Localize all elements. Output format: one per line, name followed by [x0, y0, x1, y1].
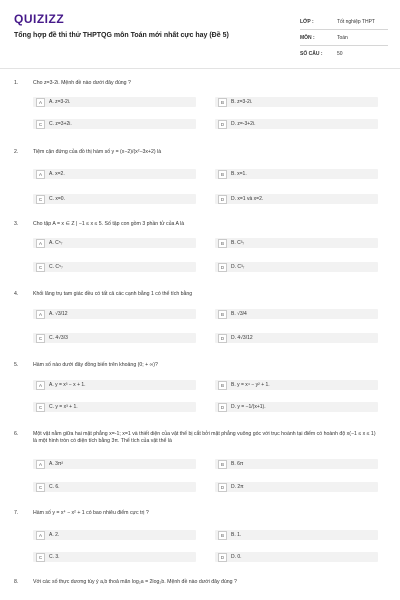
question-text: Khối lăng trụ tam giác đều có tất cả các cạnh bằng 1 có thể tích bằng — [33, 291, 193, 297]
option-c[interactable] — [33, 194, 196, 204]
option-c[interactable] — [33, 333, 196, 343]
option-text: A. z=3-2i. — [49, 99, 71, 105]
option-a[interactable] — [33, 238, 196, 248]
question-number: 8. — [14, 579, 19, 585]
option-d[interactable] — [215, 262, 378, 272]
option-text: C. 6. — [49, 484, 60, 490]
quizizz-logo: QUIZIZZ — [14, 12, 65, 26]
option-text: B. √3/4 — [231, 311, 247, 317]
page-title: Tổng hợp đề thi thử THPTQG môn Toán mới nhất cực hay (Đề 5) — [14, 32, 229, 39]
option-text: B. C³₇ — [231, 240, 245, 246]
question-text: Hàm số nào dưới đây đồng biến trên khoảng (0; + ∞)? — [33, 362, 158, 368]
question-text: Hàm số y = x⁴ − x² + 1 có bao nhiêu điểm cực trị ? — [33, 510, 149, 516]
option-letter: D — [218, 553, 227, 562]
option-text: D. x=1 và x=2. — [231, 196, 264, 202]
option-c[interactable] — [33, 552, 196, 562]
option-text: C. x=0. — [49, 196, 65, 202]
option-text: B. 6π — [231, 461, 244, 467]
option-b[interactable] — [215, 380, 378, 390]
option-text: D. y = −1/(x+1). — [231, 404, 266, 410]
option-b[interactable] — [215, 309, 378, 319]
option-letter: D — [218, 120, 227, 129]
option-letter: D — [218, 195, 227, 204]
option-text: D. 2π — [231, 484, 244, 490]
option-text: A. √3/12 — [49, 311, 68, 317]
option-text: C. z=3+2i. — [49, 121, 72, 127]
meta-row-count — [300, 46, 388, 61]
option-b[interactable] — [215, 238, 378, 248]
option-letter: C — [36, 120, 45, 129]
option-letter: A — [36, 98, 45, 107]
option-text: A. 3π² — [49, 461, 64, 467]
option-letter: C — [36, 334, 45, 343]
question-number: 1. — [14, 80, 19, 86]
option-d[interactable] — [215, 552, 378, 562]
option-letter: B — [218, 531, 227, 540]
option-b[interactable] — [215, 530, 378, 540]
option-letter: A — [36, 310, 45, 319]
option-b[interactable] — [215, 459, 378, 469]
option-a[interactable] — [33, 309, 196, 319]
meta-row-subject — [300, 30, 388, 46]
question-text: Với các số thực dương tùy ý a,b thoả mãn log₂a = 2log₂b. Mệnh đề nào dưới đây đúng ? — [33, 579, 237, 585]
option-letter: B — [218, 310, 227, 319]
option-d[interactable] — [215, 402, 378, 412]
option-text: A. y = x³ − x + 1. — [49, 382, 86, 388]
option-letter: B — [218, 460, 227, 469]
question-number: 2. — [14, 149, 19, 155]
option-letter: A — [36, 531, 45, 540]
option-letter: A — [36, 239, 45, 248]
question-number: 7. — [14, 510, 19, 516]
option-a[interactable] — [33, 97, 196, 107]
option-text: D. z=-3+2i. — [231, 121, 256, 127]
option-c[interactable] — [33, 262, 196, 272]
option-letter: C — [36, 553, 45, 562]
option-text: B. 1. — [231, 532, 242, 538]
option-a[interactable] — [33, 380, 196, 390]
option-text: A. x=2. — [49, 171, 65, 177]
option-text: C. 3. — [49, 554, 60, 560]
question-text: Cho z=3-2i. Mệnh đề nào dưới đây đúng ? — [33, 80, 131, 86]
option-letter: D — [218, 403, 227, 412]
question-number: 5. — [14, 362, 19, 368]
option-text: C. y = x³ + 1. — [49, 404, 78, 410]
meta-row-class — [300, 14, 388, 30]
option-letter: D — [218, 483, 227, 492]
option-letter: C — [36, 483, 45, 492]
question-text: Một vật nằm giữa hai mặt phẳng x=-1; x=1 và thiết diện của vật thể bị cắt bởi mặt phẳng vuông góc với trục hoành tại điểm có hoành độ x(−1 ≤ x ≤ 1) là một hình tròn có diện tích bằng 3π. Thể tích của vật thể là — [33, 431, 376, 445]
option-letter: B — [218, 98, 227, 107]
meta-value: Tốt nghiệp THPT — [337, 18, 375, 25]
option-text: B. y = x⁴ − y² + 1. — [231, 382, 270, 388]
option-a[interactable] — [33, 169, 196, 179]
option-text: B. x=1. — [231, 171, 247, 177]
option-text: D. 0. — [231, 554, 242, 560]
header-divider — [0, 68, 400, 69]
option-text: B. z=3-2i. — [231, 99, 253, 105]
option-letter: C — [36, 263, 45, 272]
meta-label: LỚP : — [300, 18, 314, 25]
meta-table — [300, 14, 388, 61]
option-text: D. C³₇ — [231, 264, 245, 270]
option-letter: A — [36, 170, 45, 179]
option-a[interactable] — [33, 459, 196, 469]
question-number: 4. — [14, 291, 19, 297]
question-text: Tiệm cận đứng của đồ thị hàm số y = (x−2)/(x²−3x+2) là — [33, 149, 162, 155]
meta-label: SỐ CÂU : — [300, 50, 323, 57]
meta-value: 50 — [337, 50, 343, 57]
option-letter: C — [36, 195, 45, 204]
option-c[interactable] — [33, 119, 196, 129]
question-text: Cho tập A = x ∈ Z | −1 ≤ x ≤ 5. Số tập con gồm 3 phần tử của A là — [33, 221, 185, 227]
option-text: A. 2. — [49, 532, 60, 538]
option-d[interactable] — [215, 119, 378, 129]
option-d[interactable] — [215, 482, 378, 492]
option-text: A. C⁵₇ — [49, 240, 63, 246]
option-d[interactable] — [215, 333, 378, 343]
option-letter: B — [218, 381, 227, 390]
option-letter: D — [218, 334, 227, 343]
option-b[interactable] — [215, 97, 378, 107]
option-c[interactable] — [33, 402, 196, 412]
option-d[interactable] — [215, 194, 378, 204]
option-letter: A — [36, 460, 45, 469]
option-letter: B — [218, 239, 227, 248]
option-text: D. 4√3/12 — [231, 335, 253, 341]
option-letter: A — [36, 381, 45, 390]
option-letter: B — [218, 170, 227, 179]
meta-label: MÔN : — [300, 34, 315, 41]
option-c[interactable] — [33, 482, 196, 492]
option-a[interactable] — [33, 530, 196, 540]
option-text: C. C⁵₇ — [49, 264, 63, 270]
question-number: 6. — [14, 431, 19, 437]
option-letter: D — [218, 263, 227, 272]
option-text: C. 4√3/3 — [49, 335, 68, 341]
meta-value: Toán — [337, 34, 348, 41]
question-number: 3. — [14, 221, 19, 227]
option-b[interactable] — [215, 169, 378, 179]
option-letter: C — [36, 403, 45, 412]
